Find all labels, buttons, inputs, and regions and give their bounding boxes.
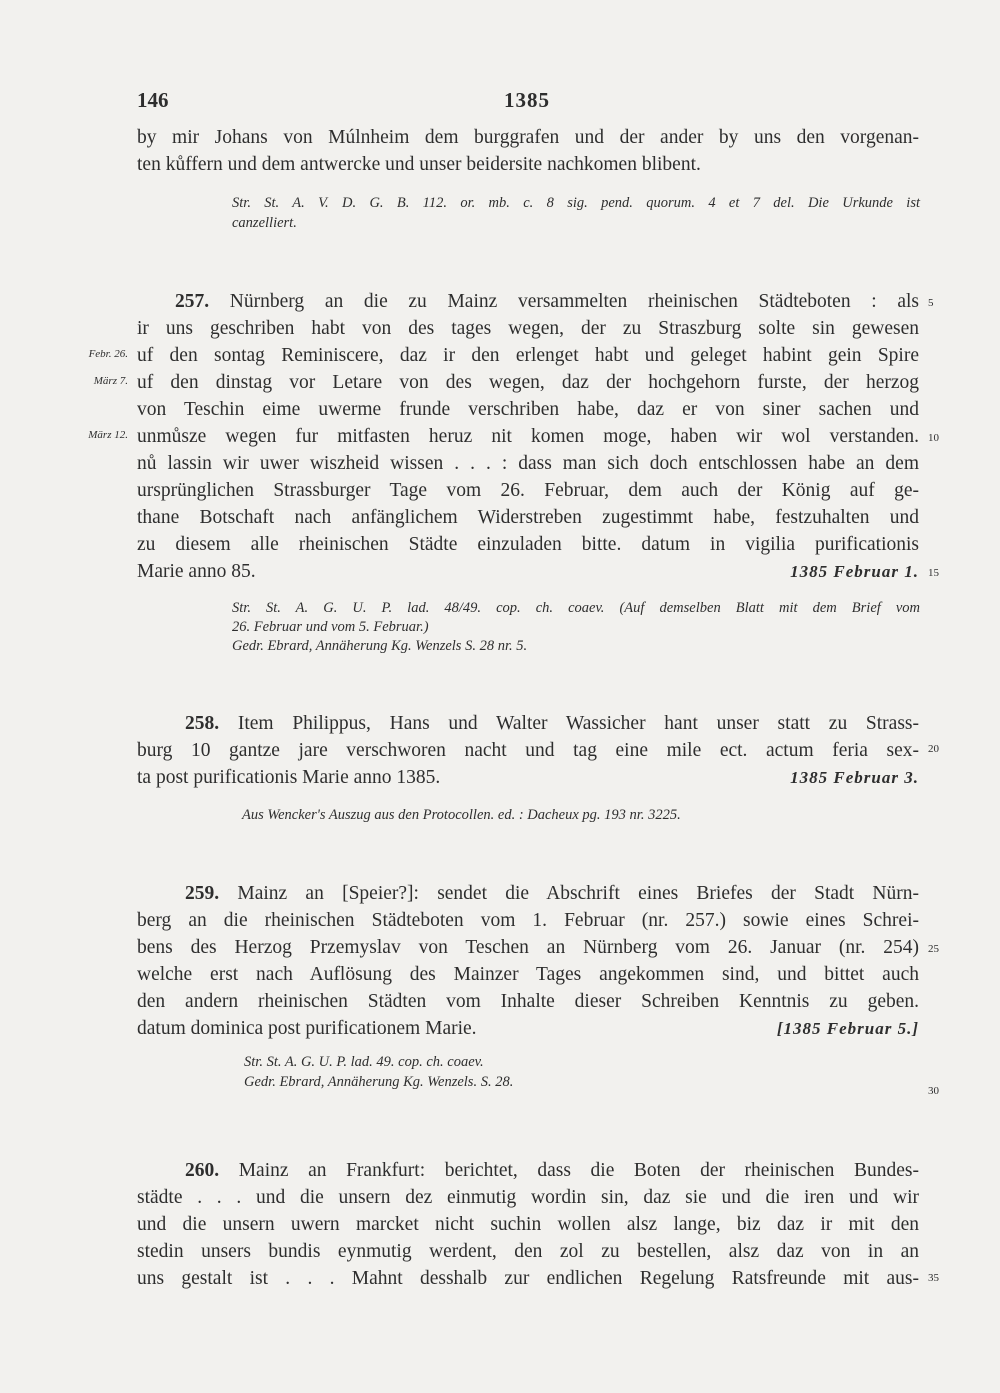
entry-first-line <box>175 288 919 315</box>
text-line <box>137 764 919 791</box>
text-line: nů lassin wir uwer wiszheid wissen . . . : dass man sich doch entschlossen habe an dem <box>137 453 919 474</box>
entry-date: 1385 Februar 1. <box>790 562 919 581</box>
text-line <box>137 558 919 585</box>
text-line: uf den dinstag vor Letare von des wegen, daz der hochgehorn furste, der herzog <box>137 372 919 393</box>
source-note: Gedr. Ebrard, Annäherung Kg. Wenzels S. 28 nr. 5. <box>232 638 528 654</box>
text-line: ursprünglichen Strassburger Tage vom 26. Februar, dem auch der König auf ge- <box>137 480 919 501</box>
source-note: Aus Wencker's Auszug aus den Protocollen. ed. : Dacheux pg. 193 nr. 3225. <box>242 807 681 823</box>
entry-date: 1385 Februar 3. <box>790 768 919 787</box>
text-line: burg 10 gantze jare verschworen nacht und tag eine mile ect. actum feria sex- <box>137 740 919 761</box>
running-head-year: 1385 <box>504 88 550 112</box>
source-note: Str. St. A. G. U. P. lad. 49. cop. ch. coaev. <box>244 1054 484 1070</box>
entry-number: 259. <box>185 883 220 904</box>
text-line: und die unsern uwern marcket nicht suchin wollen alsz lange, biz daz ir mit den <box>137 1214 919 1235</box>
text-line: berg an die rheinischen Städteboten vom 1. Februar (nr. 257.) sowie eines Schrei- <box>137 910 919 931</box>
text-line: welche erst nach Auflösung des Mainzer Tages angekommen sind, und bittet auch <box>137 964 919 985</box>
text-line: thane Botschaft nach anfänglichem Widerstreben zugestimmt habe, festzuhalten und <box>137 507 919 528</box>
text-line: von Teschin eime uwerme frunde verschriben habe, daz er von siner sachen und <box>137 399 919 420</box>
text-line: zu diesem alle rheinischen Städte einzuladen bitte. datum in vigilia purificationis <box>137 534 919 555</box>
line-number: 35 <box>928 1272 939 1284</box>
page-number: 146 <box>137 88 169 112</box>
entry-date: [1385 Februar 5.] <box>776 1019 919 1038</box>
source-note: canzelliert. <box>232 215 297 231</box>
margin-date-note: März 7. <box>93 375 128 387</box>
margin-date-note: März 12. <box>88 429 128 441</box>
line-number: 15 <box>928 567 939 579</box>
text-line: bens des Herzog Przemyslav von Teschen an Nürnberg vom 26. Januar (nr. 254) <box>137 937 919 958</box>
line-number: 5 <box>928 297 934 309</box>
source-note: 26. Februar und vom 5. Februar.) <box>232 619 429 635</box>
line-number: 30 <box>928 1085 939 1097</box>
line-number: 10 <box>928 432 939 444</box>
text-line: städte . . . und die unsern dez einmutig wordin sin, daz sie und die iren und wir <box>137 1187 919 1208</box>
source-note: Gedr. Ebrard, Annäherung Kg. Wenzels. S. 28. <box>244 1074 514 1090</box>
entry-text: Item Philippus, Hans und Walter Wassicher hant unser statt zu Strass- <box>237 713 920 734</box>
text-line: stedin unsers bundis eynmutig werdent, den zol zu bestellen, alsz daz von in an <box>137 1241 919 1262</box>
entry-text: Mainz an Frankfurt: berichtet, dass die Boten der rheinischen Bundes- <box>238 1160 919 1181</box>
margin-date-note: Febr. 26. <box>88 348 128 360</box>
entry-number: 257. <box>175 291 210 312</box>
entry-first-line <box>185 1157 919 1184</box>
running-header <box>137 88 917 118</box>
entry-first-line <box>185 710 919 737</box>
entry-number: 260. <box>185 1160 220 1181</box>
text-line-content: datum dominica post purificationem Marie. <box>137 1018 477 1039</box>
entry-number: 258. <box>185 713 220 734</box>
text-line: ir uns geschriben habt von des tages wegen, der zu Straszburg solte sin gewesen <box>137 318 919 339</box>
line-number: 25 <box>928 943 939 955</box>
text-line: unmůsze wegen fur mitfasten heruz nit komen moge, haben wir wol verstanden. <box>137 426 919 447</box>
entry-text: Mainz an [Speier?]: sendet die Abschrift eines Briefes der Stadt Nürn- <box>237 883 920 904</box>
line-number: 20 <box>928 743 939 755</box>
text-line: den andern rheinischen Städten vom Inhalte dieser Schreiben Kenntnis zu geben. <box>137 991 919 1012</box>
source-note: Str. St. A. V. D. G. B. 112. or. mb. c. 8 sig. pend. quorum. 4 et 7 del. Die Urkunde ist <box>232 195 920 211</box>
text-line: uns gestalt ist . . . Mahnt desshalb zur endlichen Regelung Ratsfreunde mit aus- <box>137 1268 919 1289</box>
text-line: ten kůffern und dem antwercke und unser beidersite nachkomen blibent. <box>137 154 701 175</box>
source-note: Str. St. A. G. U. P. lad. 48/49. cop. ch. coaev. (Auf demselben Blatt mit dem Brief vom <box>232 600 920 616</box>
text-line <box>137 1015 919 1042</box>
entry-first-line <box>185 880 919 907</box>
text-line: by mir Johans von Múlnheim dem burggrafen und der ander by uns den vorgenan- <box>137 127 919 148</box>
entry-text: Nürnberg an die zu Mainz versammelten rheinischen Städteboten : als <box>229 291 919 312</box>
text-line: uf den sontag Reminiscere, daz ir den erlenget habt und geleget habint gein Spire <box>137 345 919 366</box>
text-line-content: ta post purificationis Marie anno 1385. <box>137 767 441 788</box>
text-line-content: Marie anno 85. <box>137 561 256 582</box>
